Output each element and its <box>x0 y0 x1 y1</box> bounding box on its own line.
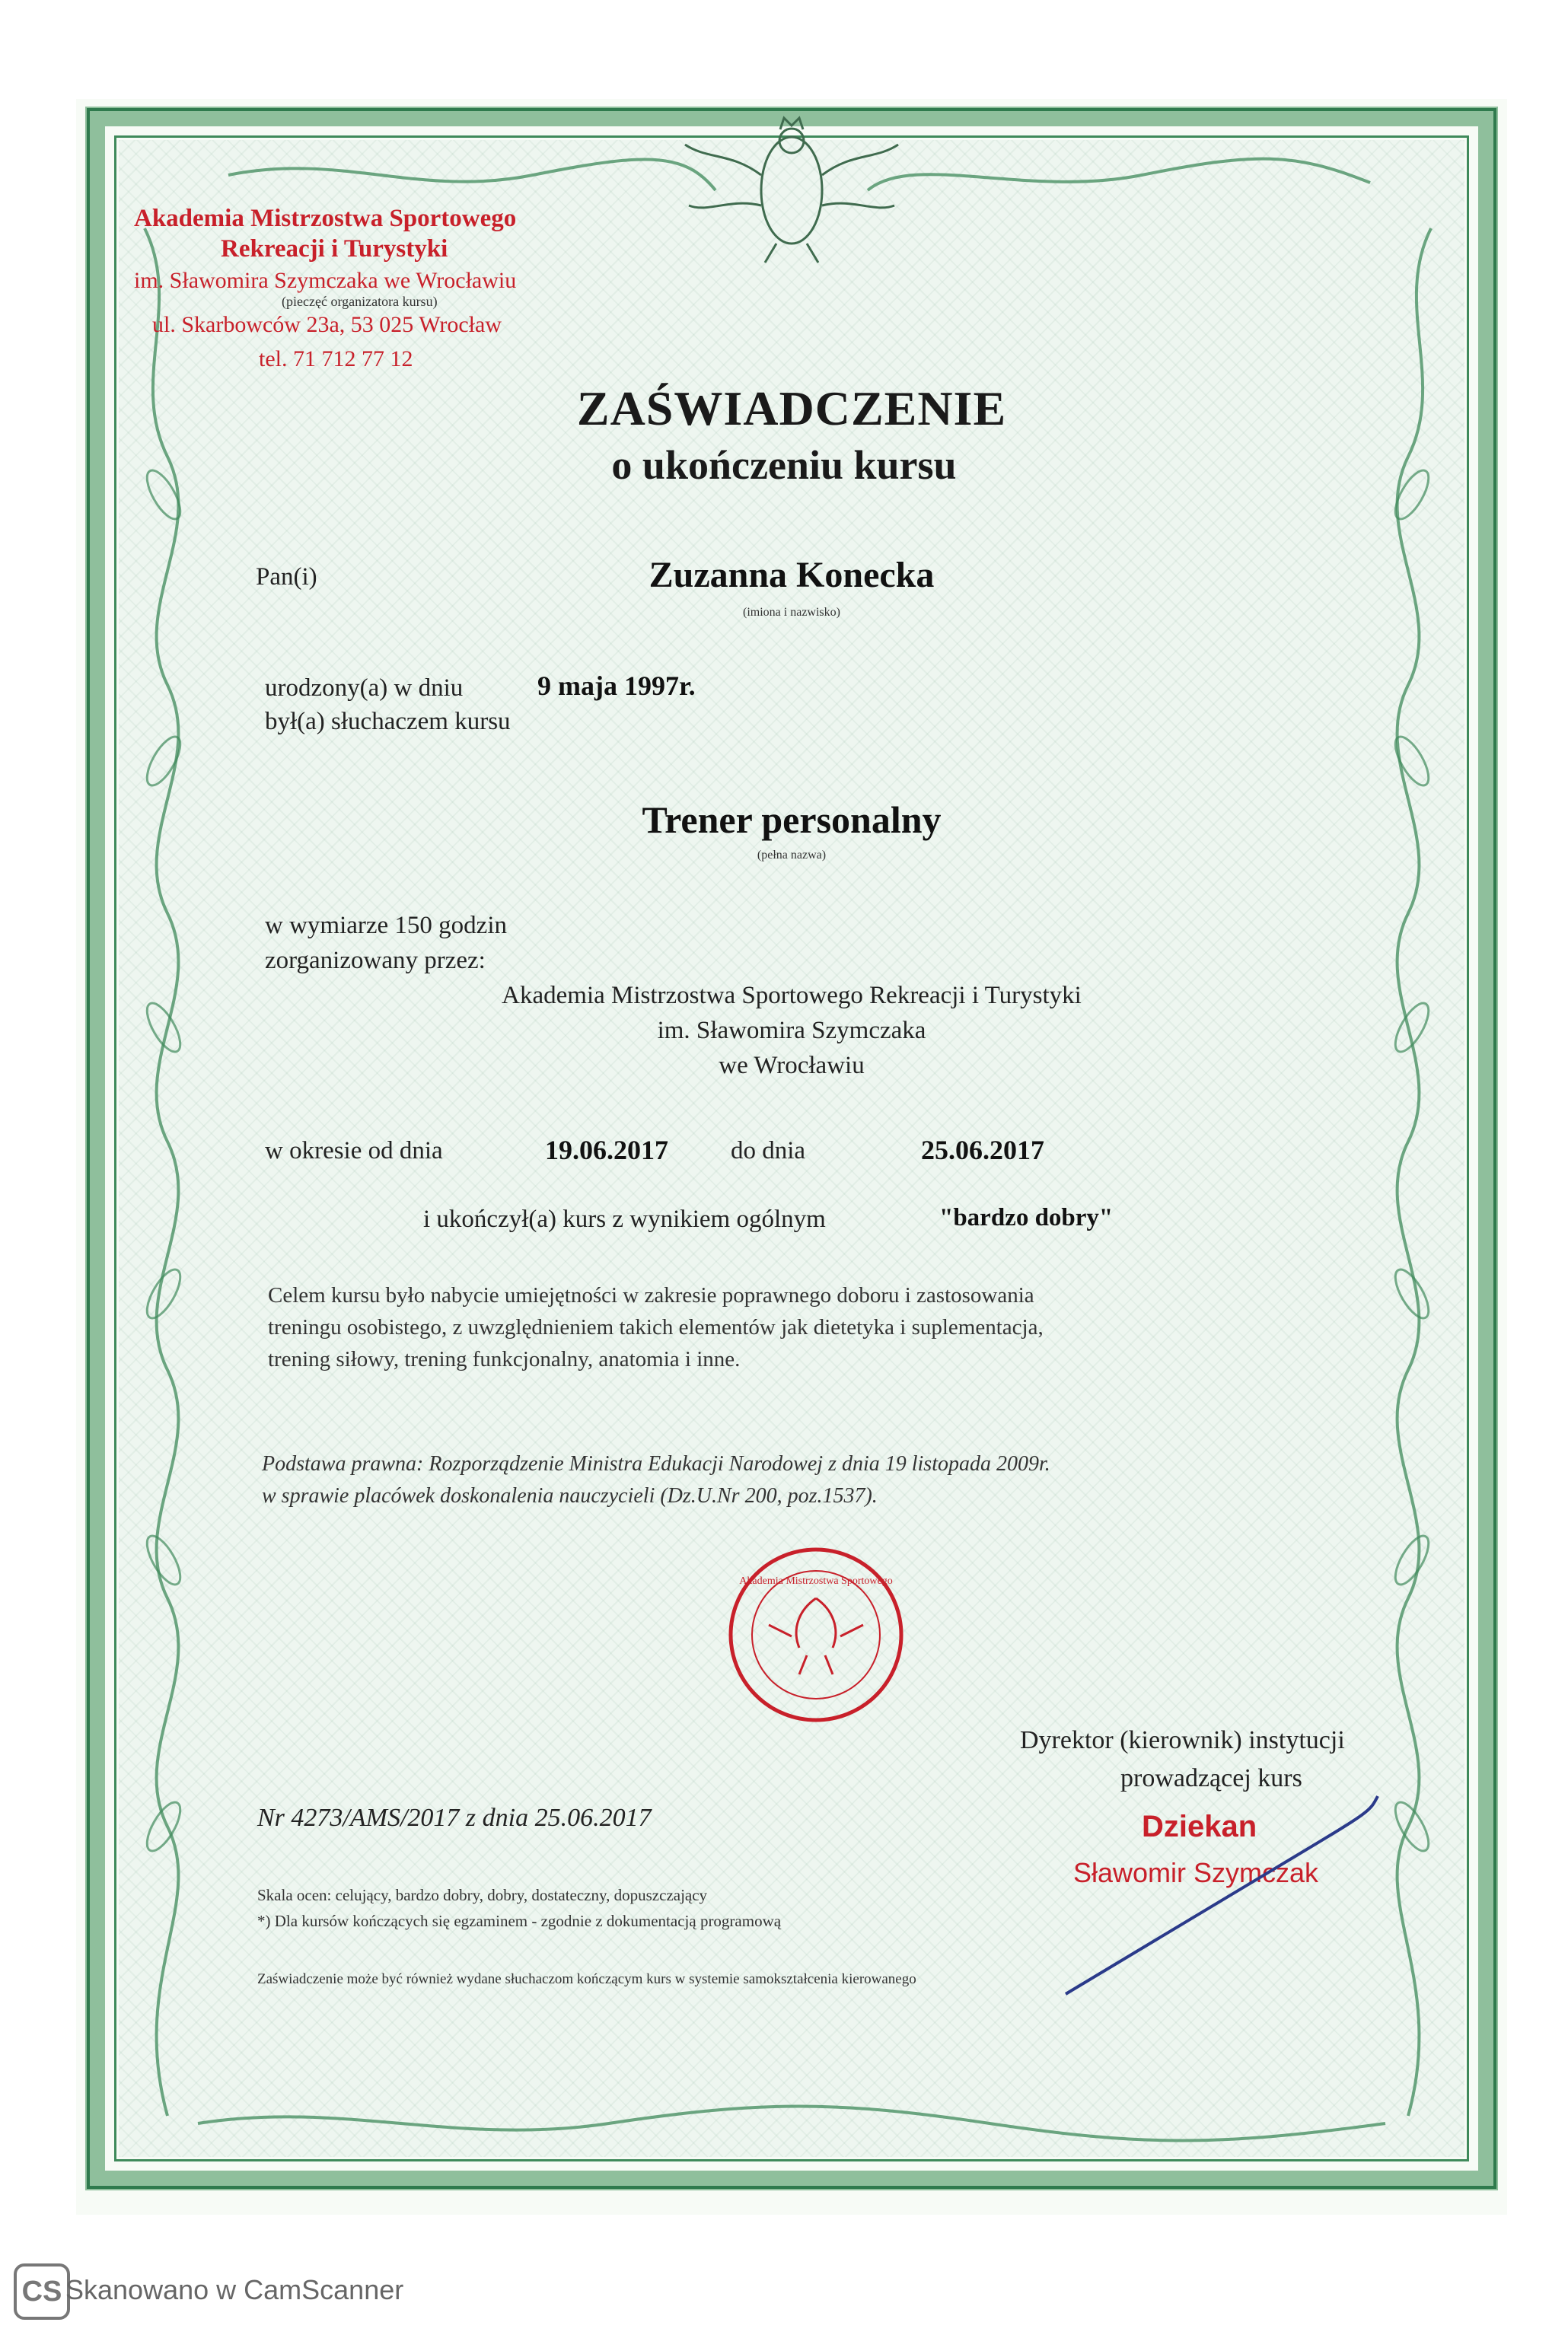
course-name: Trener personalny <box>642 798 942 841</box>
certificate-number: Nr 4273/AMS/2017 z dnia 25.06.2017 <box>257 1804 652 1832</box>
seal-text: Akademia Mistrzostwa Sportowego <box>739 1575 893 1587</box>
pan-label: Pan(i) <box>256 563 317 591</box>
signature-stamp-title: Dziekan <box>1142 1810 1257 1843</box>
legal-line2: w sprawie placówek doskonalenia nauczycieli (Dz.U.Nr 200, poz.1537). <box>262 1484 878 1508</box>
issuer-stamp-line5: tel. 71 712 77 12 <box>259 346 413 371</box>
organized-label: zorganizowany przez: <box>265 947 486 974</box>
goal-line1: Celem kursu było nabycie umiejętności w zakresie poprawnego doboru i zastosowania <box>268 1283 1034 1308</box>
period-label: w okresie od dnia <box>265 1137 443 1164</box>
organizer-line2: im. Sławomira Szymczaka <box>657 1017 926 1044</box>
camscanner-text: Skanowano w CamScanner <box>65 2274 404 2305</box>
legal-line1: Podstawa prawna: Rozporządzenie Ministra Edukacji Narodowej z dnia 19 listopada 2009r. <box>262 1452 1050 1476</box>
listener-label: był(a) słuchaczem kursu <box>265 708 511 735</box>
period-to-label: do dnia <box>731 1137 806 1164</box>
name-hint: (imiona i nazwisko) <box>743 606 840 619</box>
issuer-stamp-line4: ul. Skarbowców 23a, 53 025 Wrocław <box>152 312 502 337</box>
issuer-stamp-line1: Akademia Mistrzostwa Sportowego <box>134 205 517 232</box>
issuer-stamp-line3: im. Sławomira Szymczaka we Wrocławiu <box>134 268 517 293</box>
issuer-stamp-note: (pieczęć organizatora kursu) <box>282 294 438 309</box>
fine-line1: Skala ocen: celujący, bardzo dobry, dobry, dostateczny, dopuszczający <box>257 1886 708 1904</box>
fine-line3: Zaświadczenie może być również wydane słuchaczom kończącym kurs w systemie samokształcenia kierowanego <box>257 1971 916 1987</box>
person-name: Zuzanna Konecka <box>649 555 935 595</box>
hours-line: w wymiarze 150 godzin <box>265 912 507 939</box>
fine-line2: *) Dla kursów kończących się egzaminem - zgodnie z dokumentacją programową <box>257 1912 782 1930</box>
certificate-subtitle: o ukończeniu kursu <box>611 442 957 488</box>
goal-line2: treningu osobistego, z uwzględnieniem takich elementów jak dietetyka i suplementacja, <box>268 1315 1044 1340</box>
director-line2: prowadzącej kurs <box>1120 1764 1302 1792</box>
issuer-stamp-line2: Rekreacji i Turystyki <box>221 235 448 263</box>
signature-stamp-name: Sławomir Szymczak <box>1073 1857 1319 1888</box>
date-to: 25.06.2017 <box>921 1135 1044 1165</box>
birth-date: 9 maja 1997r. <box>537 671 696 701</box>
born-label: urodzony(a) w dniu <box>265 674 464 702</box>
course-hint: (pełna nazwa) <box>757 849 827 862</box>
scanner-footer <box>0 2253 1568 2335</box>
result-value: "bardzo dobry" <box>939 1204 1114 1231</box>
goal-line3: trening siłowy, trening funkcjonalny, anatomia i inne. <box>268 1347 741 1371</box>
director-line1: Dyrektor (kierownik) instytucji <box>1020 1726 1345 1754</box>
organizer-line1: Akademia Mistrzostwa Sportowego Rekreacji i Turystyki <box>502 982 1082 1009</box>
date-from: 19.06.2017 <box>545 1135 668 1165</box>
camscanner-logo-icon: CS <box>14 2263 70 2320</box>
certificate-title: ZAŚWIADCZENIE <box>576 381 1007 435</box>
organizer-line3: we Wrocławiu <box>719 1052 865 1079</box>
result-prefix: i ukończył(a) kurs z wynikiem ogólnym <box>423 1206 826 1233</box>
